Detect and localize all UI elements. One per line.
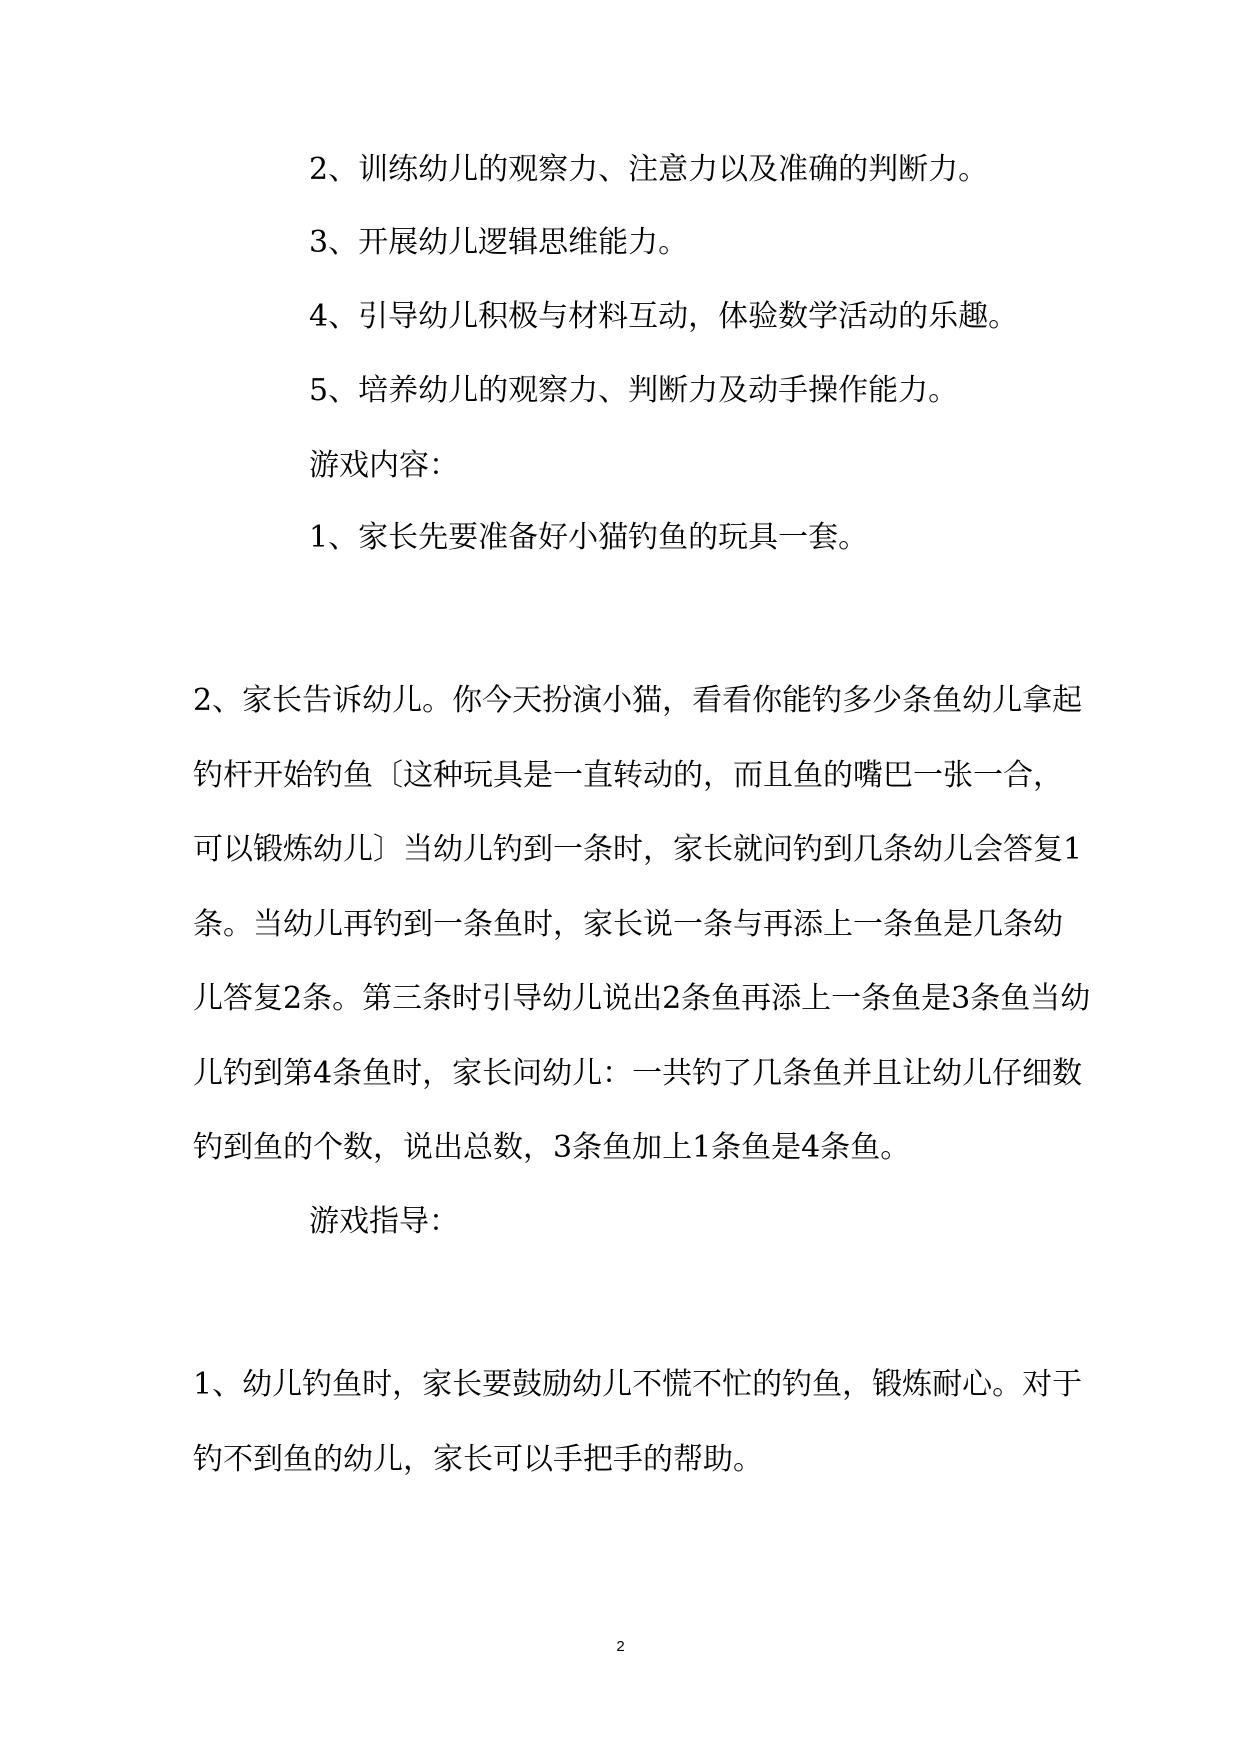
paragraph-line: 儿答复2条。第三条时引导幼儿说出2条鱼再添上一条鱼是3条鱼当幼: [193, 981, 1091, 1016]
guidance-heading: 游戏指导：: [309, 1204, 459, 1239]
content-heading: 游戏内容：: [309, 448, 459, 483]
paragraph-line: 儿钓到第4条鱼时，家长问幼儿：一共钓了几条鱼并且让幼儿仔细数: [193, 1056, 1083, 1091]
paragraph-line: 1、幼儿钓鱼时，家长要鼓励幼儿不慌不忙的钓鱼，锻炼耐心。对于: [193, 1367, 1083, 1402]
paragraph-line: 钓不到鱼的幼儿，家长可以手把手的帮助。: [193, 1442, 763, 1477]
page-number: 2: [616, 1638, 625, 1655]
objective-3: 3、开展幼儿逻辑思维能力。: [309, 225, 689, 260]
paragraph-line: 条。当幼儿再钓到一条鱼时，家长说一条与再添上一条鱼是几条幼: [193, 907, 1063, 942]
objective-4: 4、引导幼儿积极与材料互动，体验数学活动的乐趣。: [309, 299, 1019, 334]
paragraph-line: 2、家长告诉幼儿。你今天扮演小猫，看看你能钓多少条鱼幼儿拿起: [193, 683, 1083, 718]
content-step-1: 1、家长先要准备好小猫钓鱼的玩具一套。: [309, 520, 869, 555]
objective-5: 5、培养幼儿的观察力、判断力及动手操作能力。: [309, 373, 959, 408]
objective-2: 2、训练幼儿的观察力、注意力以及准确的判断力。: [309, 152, 989, 187]
paragraph-line: 钓到鱼的个数，说出总数，3条鱼加上1条鱼是4条鱼。: [193, 1130, 911, 1165]
paragraph-line: 可以锻炼幼儿〕当幼儿钓到一条时，家长就问钓到几条幼儿会答复1: [193, 832, 1083, 867]
paragraph-line: 钓杆开始钓鱼〔这种玩具是一直转动的，而且鱼的嘴巴一张一合，: [193, 758, 1063, 793]
